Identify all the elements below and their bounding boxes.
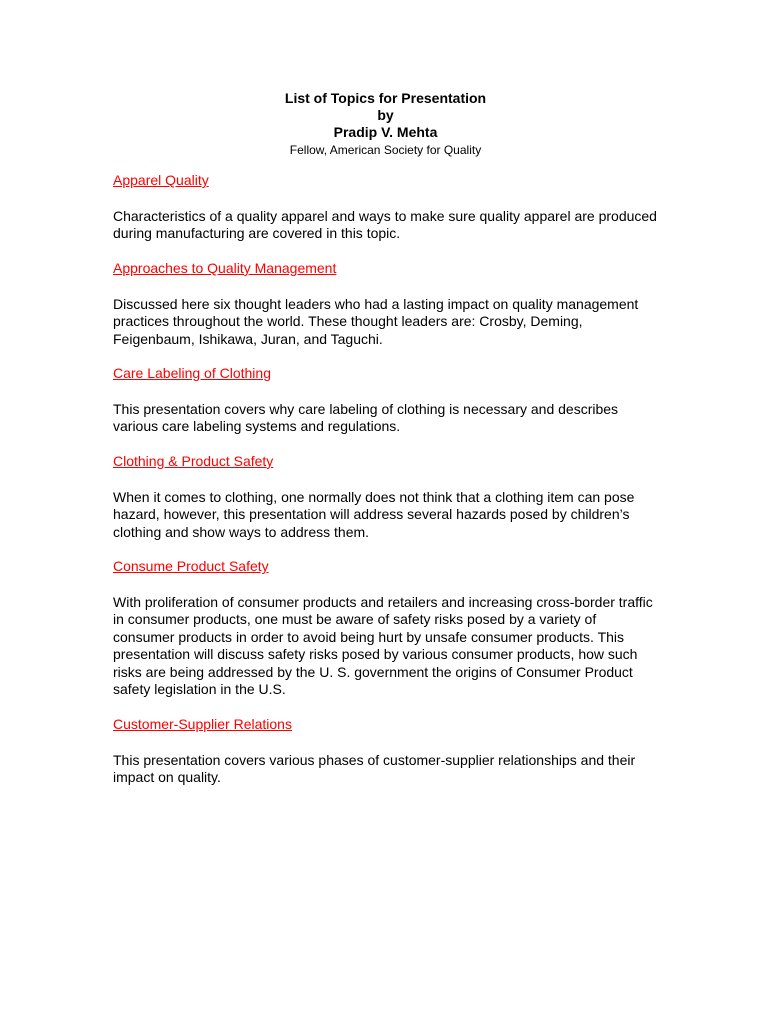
topic-item [113,453,658,541]
document-title: List of Topics for Presentation [284,90,487,106]
author-affiliation: Fellow, American Society for Quality [289,143,482,157]
document-page [113,90,658,803]
topic-description: Characteristics of a quality apparel and ways to make sure quality apparel are produced during manufacturing are covered in this topic. [113,208,657,242]
topic-list [113,172,658,786]
topic-description: Discussed here six thought leaders who had a lasting impact on quality management practices throughout the world. These thought leaders are: Crosby, Deming, Feigenbaum, Ishikawa, Juran, and Taguchi. [113,295,639,347]
topic-link-care-labeling-of-clothing[interactable]: Care Labeling of Clothing [113,365,271,382]
document-header [113,90,658,158]
topic-description: With proliferation of consumer products and retailers and increasing cross-border traffic in consumer products, one must be aware of safety risks posed by a variety of consumer products in order to avoid being hurt by unsafe consumer products. This presentation will discuss safety risks posed by various consumer products, how such risks are being addressed by the U. S. government the origins of Consumer Product safety legislation in the U.S. [113,594,653,698]
topic-description: This presentation covers various phases of customer-supplier relationships and their impact on quality. [113,751,636,785]
topic-link-consume-product-safety[interactable]: Consume Product Safety [113,558,269,575]
topic-link-customer-supplier-relations[interactable]: Customer-Supplier Relations [113,715,292,732]
topic-description: When it comes to clothing, one normally does not think that a clothing item can pose hazard, however, this presentation will address several hazards posed by children’s clothing and show ways to address them. [113,488,635,540]
author-name: Pradip V. Mehta [333,124,438,140]
topic-link-approaches-to-quality-management[interactable]: Approaches to Quality Management [113,259,337,276]
topic-description: This presentation covers why care labeling of clothing is necessary and describes various care labeling systems and regulations. [113,401,619,435]
topic-item [113,172,658,243]
topic-item [113,365,658,436]
topic-item [113,716,658,787]
topic-item [113,260,658,348]
topic-link-clothing-product-safety[interactable]: Clothing & Product Safety [113,452,274,469]
topic-link-apparel-quality[interactable]: Apparel Quality [113,172,209,188]
by-line: by [377,107,394,123]
topic-item [113,558,658,698]
